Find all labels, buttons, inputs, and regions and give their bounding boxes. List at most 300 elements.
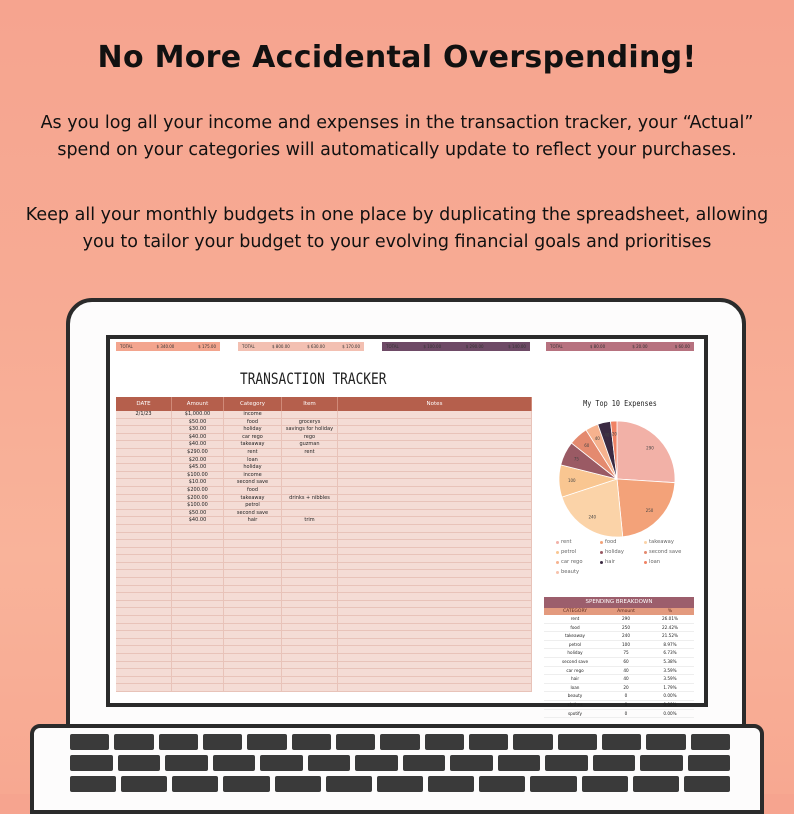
table-cell[interactable] — [282, 510, 338, 517]
empty-row[interactable] — [116, 654, 532, 662]
pie-data-label: 290 — [646, 445, 654, 451]
keyboard-key — [114, 734, 153, 750]
table-cell[interactable] — [116, 608, 172, 615]
table-cell[interactable] — [116, 472, 172, 479]
breakdown-header-percent[interactable]: % — [667, 609, 673, 614]
empty-row[interactable] — [116, 563, 532, 571]
table-row[interactable] — [116, 419, 532, 427]
table-row[interactable] — [116, 457, 532, 465]
table-cell[interactable] — [338, 563, 532, 570]
table-cell[interactable] — [282, 677, 338, 684]
budget-paragraph: Keep all your monthly budgets in one place by duplicating the spreadsheet, allowing you to tailor your budget to your evolving financial goals and prioritises — [25, 205, 769, 252]
keyboard-key — [70, 755, 113, 771]
table-cell[interactable] — [282, 608, 338, 615]
table-cell[interactable]: petrol — [224, 502, 282, 509]
table-cell[interactable] — [116, 677, 172, 684]
table-cell[interactable] — [116, 487, 172, 494]
table-cell[interactable] — [282, 570, 338, 577]
table-cell[interactable] — [172, 646, 224, 653]
keyboard-key — [646, 734, 685, 750]
table-cell[interactable] — [224, 525, 282, 532]
expense-pie-chart — [555, 417, 679, 541]
table-row[interactable] — [116, 510, 532, 518]
keyboard-key — [479, 776, 525, 792]
table-row[interactable] — [116, 426, 532, 434]
table-cell[interactable] — [338, 426, 532, 433]
table-cell[interactable] — [224, 616, 282, 623]
table-cell[interactable]: holiday — [224, 426, 282, 433]
legend-swatch — [644, 561, 647, 564]
legend-item[interactable] — [644, 539, 688, 545]
legend-item[interactable] — [600, 539, 644, 545]
keyboard-key — [498, 755, 541, 771]
table-cell[interactable] — [224, 586, 282, 593]
table-cell[interactable] — [338, 487, 532, 494]
table-cell[interactable]: second save — [224, 479, 282, 486]
table-cell[interactable] — [224, 646, 282, 653]
breakdown-cell: 0.00% — [663, 701, 677, 707]
breakdown-header-amount[interactable]: Amount — [617, 609, 635, 614]
table-cell[interactable]: rent — [224, 449, 282, 456]
breakdown-row[interactable] — [544, 692, 694, 701]
empty-row[interactable] — [116, 639, 532, 647]
table-cell[interactable] — [282, 411, 338, 418]
empty-row[interactable] — [116, 540, 532, 548]
table-cell[interactable] — [282, 548, 338, 555]
table-cell[interactable] — [116, 555, 172, 562]
breakdown-cell: beauty — [567, 693, 583, 699]
pie-slice-rent[interactable] — [617, 421, 675, 483]
legend-label: rent — [561, 539, 572, 545]
table-cell[interactable] — [116, 570, 172, 577]
table-cell[interactable] — [116, 639, 172, 646]
legend-item[interactable] — [644, 549, 688, 555]
header-category[interactable]: Category — [224, 397, 282, 411]
table-cell[interactable]: $290.00 — [172, 449, 224, 456]
total-value: TOTAL — [386, 344, 399, 349]
table-cell[interactable] — [338, 419, 532, 426]
table-cell[interactable] — [224, 570, 282, 577]
table-cell[interactable] — [116, 426, 172, 433]
breakdown-row[interactable] — [544, 684, 694, 693]
table-cell[interactable] — [172, 563, 224, 570]
table-cell[interactable] — [282, 601, 338, 608]
table-cell[interactable] — [224, 624, 282, 631]
table-cell[interactable]: income — [224, 472, 282, 479]
table-cell[interactable] — [172, 578, 224, 585]
table-cell[interactable] — [116, 669, 172, 676]
legend-item[interactable] — [556, 569, 600, 575]
table-cell[interactable] — [224, 662, 282, 669]
table-cell[interactable] — [116, 684, 172, 691]
table-cell[interactable] — [172, 684, 224, 691]
table-cell[interactable] — [172, 525, 224, 532]
breakdown-cell: spotify — [567, 710, 583, 716]
table-cell[interactable] — [282, 684, 338, 691]
breakdown-cell: 0 — [624, 693, 628, 699]
table-cell[interactable] — [338, 533, 532, 540]
table-cell[interactable] — [116, 517, 172, 524]
breakdown-cell: 0.00% — [663, 710, 677, 716]
breakdown-cell: 3.59% — [663, 667, 677, 673]
table-cell[interactable] — [172, 540, 224, 547]
table-cell[interactable] — [282, 593, 338, 600]
table-cell[interactable] — [282, 669, 338, 676]
table-cell[interactable]: guzman — [282, 441, 338, 448]
table-cell[interactable] — [338, 548, 532, 555]
table-row[interactable] — [116, 502, 532, 510]
table-cell[interactable]: $40.00 — [172, 517, 224, 524]
table-cell[interactable]: $45.00 — [172, 464, 224, 471]
header-amount[interactable]: Amount — [172, 397, 224, 411]
table-cell[interactable] — [172, 593, 224, 600]
breakdown-row[interactable] — [544, 667, 694, 676]
table-cell[interactable] — [224, 654, 282, 661]
total-value: $ 100.00 — [423, 344, 442, 349]
table-cell[interactable] — [172, 608, 224, 615]
breakdown-row[interactable] — [544, 710, 694, 719]
table-cell[interactable] — [172, 586, 224, 593]
table-cell[interactable] — [116, 624, 172, 631]
table-cell[interactable] — [338, 593, 532, 600]
table-cell[interactable]: 2/1/23 — [116, 411, 172, 418]
table-cell[interactable] — [282, 631, 338, 638]
breakdown-header-category[interactable]: CATEGORY — [562, 609, 588, 614]
table-cell[interactable]: $10.00 — [172, 479, 224, 486]
table-cell[interactable] — [338, 525, 532, 532]
table-cell[interactable] — [224, 669, 282, 676]
breakdown-row[interactable] — [544, 658, 694, 667]
table-cell[interactable] — [338, 472, 532, 479]
keyboard-row — [70, 755, 730, 771]
table-cell[interactable]: holiday — [224, 464, 282, 471]
empty-row[interactable] — [116, 662, 532, 670]
legend-item[interactable] — [600, 559, 644, 565]
breakdown-cell: 40 — [623, 676, 629, 682]
empty-row[interactable] — [116, 669, 532, 677]
table-cell[interactable] — [282, 502, 338, 509]
table-cell[interactable]: $50.00 — [172, 419, 224, 426]
table-cell[interactable] — [338, 662, 532, 669]
table-cell[interactable] — [282, 464, 338, 471]
breakdown-row[interactable] — [544, 632, 694, 641]
empty-row[interactable] — [116, 616, 532, 624]
total-value: $ 630.00 — [307, 344, 325, 349]
table-cell[interactable] — [172, 624, 224, 631]
table-cell[interactable] — [338, 502, 532, 509]
table-cell[interactable] — [116, 563, 172, 570]
table-cell[interactable] — [116, 495, 172, 502]
table-cell[interactable]: car rego — [224, 434, 282, 441]
breakdown-title: SPENDING BREAKDOWN — [544, 597, 694, 608]
breakdown-cell: 100 — [622, 641, 630, 647]
breakdown-cell: 40 — [623, 667, 629, 673]
table-cell[interactable] — [172, 654, 224, 661]
empty-row[interactable] — [116, 555, 532, 563]
total-cell — [116, 342, 220, 351]
breakdown-row[interactable] — [544, 701, 694, 710]
table-cell[interactable] — [338, 495, 532, 502]
table-cell[interactable]: income — [224, 411, 282, 418]
table-cell[interactable] — [338, 411, 532, 418]
legend-item[interactable] — [600, 549, 644, 555]
table-cell[interactable] — [116, 662, 172, 669]
table-cell[interactable] — [224, 548, 282, 555]
table-cell[interactable] — [282, 457, 338, 464]
table-cell[interactable]: food — [224, 419, 282, 426]
empty-row[interactable] — [116, 601, 532, 609]
table-cell[interactable] — [116, 441, 172, 448]
table-cell[interactable] — [338, 434, 532, 441]
empty-row[interactable] — [116, 608, 532, 616]
table-cell[interactable] — [338, 669, 532, 676]
table-row[interactable] — [116, 517, 532, 525]
table-cell[interactable] — [338, 479, 532, 486]
table-cell[interactable] — [338, 616, 532, 623]
table-cell[interactable] — [282, 540, 338, 547]
table-cell[interactable]: food — [224, 487, 282, 494]
empty-row[interactable] — [116, 525, 532, 533]
table-cell[interactable] — [224, 631, 282, 638]
table-cell[interactable] — [224, 608, 282, 615]
keyboard-key — [450, 755, 493, 771]
table-cell[interactable] — [116, 449, 172, 456]
table-row[interactable] — [116, 479, 532, 487]
table-row[interactable] — [116, 449, 532, 457]
table-cell[interactable] — [338, 631, 532, 638]
table-cell[interactable] — [338, 601, 532, 608]
table-cell[interactable]: hair — [224, 517, 282, 524]
table-cell[interactable] — [338, 654, 532, 661]
table-cell[interactable]: takeaway — [224, 441, 282, 448]
table-row[interactable] — [116, 411, 532, 419]
table-cell[interactable] — [116, 464, 172, 471]
table-cell[interactable]: drinks + nibbles — [282, 495, 338, 502]
keyboard-key — [380, 734, 419, 750]
table-cell[interactable]: grocerys — [282, 419, 338, 426]
keyboard-key — [121, 776, 167, 792]
table-cell[interactable] — [172, 669, 224, 676]
table-row[interactable] — [116, 464, 532, 472]
table-row[interactable] — [116, 472, 532, 480]
table-row[interactable] — [116, 487, 532, 495]
header-item[interactable]: Item — [282, 397, 338, 411]
empty-row[interactable] — [116, 677, 532, 685]
breakdown-row[interactable] — [544, 615, 694, 624]
table-cell[interactable]: $100.00 — [172, 472, 224, 479]
table-cell[interactable] — [282, 525, 338, 532]
table-cell[interactable] — [116, 525, 172, 532]
pie-data-label: 250 — [645, 507, 654, 513]
legend-label: loan — [649, 559, 661, 565]
table-cell[interactable] — [338, 677, 532, 684]
table-cell[interactable]: $20.00 — [172, 457, 224, 464]
table-cell[interactable] — [282, 578, 338, 585]
table-row[interactable] — [116, 434, 532, 442]
empty-row[interactable] — [116, 624, 532, 632]
table-cell[interactable] — [116, 510, 172, 517]
table-cell[interactable] — [116, 631, 172, 638]
table-cell[interactable]: $1,000.00 — [172, 411, 224, 418]
table-cell[interactable]: $200.00 — [172, 487, 224, 494]
table-cell[interactable] — [172, 616, 224, 623]
table-row[interactable] — [116, 495, 532, 503]
legend-item[interactable] — [556, 549, 600, 555]
pie-data-label: 100 — [567, 478, 576, 484]
table-cell[interactable] — [172, 631, 224, 638]
table-cell[interactable] — [338, 578, 532, 585]
table-cell[interactable] — [282, 472, 338, 479]
table-cell[interactable] — [116, 578, 172, 585]
table-cell[interactable] — [172, 570, 224, 577]
table-cell[interactable]: trim — [282, 517, 338, 524]
empty-row[interactable] — [116, 570, 532, 578]
table-cell[interactable] — [116, 646, 172, 653]
table-cell[interactable]: second save — [224, 510, 282, 517]
table-cell[interactable] — [224, 563, 282, 570]
table-cell[interactable] — [172, 555, 224, 562]
breakdown-row[interactable] — [544, 675, 694, 684]
table-cell[interactable] — [116, 533, 172, 540]
table-cell[interactable] — [116, 502, 172, 509]
keyboard-key — [247, 734, 286, 750]
empty-row[interactable] — [116, 684, 532, 692]
breakdown-cell: 0.00% — [663, 693, 677, 699]
breakdown-cell: food — [570, 624, 580, 630]
table-cell[interactable] — [282, 487, 338, 494]
legend-item[interactable] — [556, 559, 600, 565]
table-header — [116, 397, 532, 411]
table-cell[interactable]: $200.00 — [172, 495, 224, 502]
header-notes[interactable]: Notes — [338, 397, 532, 411]
table-cell[interactable]: takeaway — [224, 495, 282, 502]
table-cell[interactable] — [224, 540, 282, 547]
table-cell[interactable] — [116, 586, 172, 593]
table-cell[interactable] — [116, 457, 172, 464]
table-cell[interactable]: $40.00 — [172, 434, 224, 441]
empty-row[interactable] — [116, 548, 532, 556]
table-cell[interactable] — [338, 639, 532, 646]
table-cell[interactable] — [224, 593, 282, 600]
table-cell[interactable] — [172, 548, 224, 555]
empty-row[interactable] — [116, 593, 532, 601]
table-cell[interactable]: savings for holiday — [282, 426, 338, 433]
table-cell[interactable] — [224, 601, 282, 608]
table-cell[interactable] — [338, 540, 532, 547]
table-cell[interactable] — [282, 624, 338, 631]
table-cell[interactable] — [116, 654, 172, 661]
legend-item[interactable] — [644, 559, 688, 565]
empty-row[interactable] — [116, 586, 532, 594]
table-cell[interactable] — [282, 639, 338, 646]
table-cell[interactable] — [282, 646, 338, 653]
table-cell[interactable] — [116, 434, 172, 441]
header-date[interactable]: DATE — [116, 397, 172, 411]
table-cell[interactable] — [172, 677, 224, 684]
table-cell[interactable] — [338, 441, 532, 448]
table-cell[interactable] — [172, 639, 224, 646]
pie-data-label: 20 — [611, 431, 617, 437]
table-cell[interactable] — [116, 616, 172, 623]
table-cell[interactable] — [172, 601, 224, 608]
table-cell[interactable]: rego — [282, 434, 338, 441]
table-cell[interactable] — [116, 419, 172, 426]
empty-row[interactable] — [116, 578, 532, 586]
table-cell[interactable] — [116, 548, 172, 555]
table-cell[interactable] — [282, 479, 338, 486]
table-cell[interactable] — [282, 563, 338, 570]
legend-item[interactable] — [556, 539, 600, 545]
table-cell[interactable] — [116, 593, 172, 600]
table-cell[interactable] — [338, 684, 532, 691]
table-cell[interactable]: loan — [224, 457, 282, 464]
table-cell[interactable]: $50.00 — [172, 510, 224, 517]
table-cell[interactable] — [282, 616, 338, 623]
table-cell[interactable] — [172, 533, 224, 540]
intro-paragraph: As you log all your income and expenses in the transaction tracker, your “Actual” spend on your categories will automatically update to reflect your purchases. — [40, 113, 754, 160]
table-cell[interactable] — [338, 586, 532, 593]
table-cell[interactable] — [338, 646, 532, 653]
keyboard-key — [223, 776, 269, 792]
keyboard-key — [582, 776, 628, 792]
breakdown-row[interactable] — [544, 641, 694, 650]
table-cell[interactable]: $100.00 — [172, 502, 224, 509]
table-cell[interactable] — [282, 654, 338, 661]
table-cell[interactable] — [338, 464, 532, 471]
table-cell[interactable]: rent — [282, 449, 338, 456]
table-cell[interactable] — [282, 662, 338, 669]
empty-row[interactable] — [116, 646, 532, 654]
keyboard-key — [260, 755, 303, 771]
breakdown-cell: takeaway — [564, 633, 586, 639]
table-cell[interactable] — [338, 624, 532, 631]
table-cell[interactable] — [224, 533, 282, 540]
spending-breakdown-table — [544, 597, 694, 718]
table-cell[interactable] — [338, 510, 532, 517]
table-cell[interactable] — [338, 517, 532, 524]
table-cell[interactable] — [116, 479, 172, 486]
table-cell[interactable] — [224, 684, 282, 691]
table-cell[interactable] — [116, 540, 172, 547]
table-cell[interactable] — [338, 555, 532, 562]
table-cell[interactable] — [338, 570, 532, 577]
table-cell[interactable] — [224, 578, 282, 585]
empty-row[interactable] — [116, 533, 532, 541]
table-cell[interactable] — [224, 677, 282, 684]
empty-row[interactable] — [116, 631, 532, 639]
breakdown-cell: 22.42% — [662, 624, 678, 630]
table-cell[interactable]: $30.00 — [172, 426, 224, 433]
table-cell[interactable] — [338, 608, 532, 615]
legend-label: hair — [605, 559, 616, 565]
breakdown-row[interactable] — [544, 624, 694, 633]
table-cell[interactable] — [116, 601, 172, 608]
breakdown-cell: 21.52% — [662, 633, 678, 639]
table-cell[interactable] — [172, 662, 224, 669]
table-cell[interactable] — [224, 639, 282, 646]
table-cell[interactable] — [282, 533, 338, 540]
breakdown-cell: 8.97% — [663, 641, 677, 647]
table-cell[interactable] — [224, 555, 282, 562]
table-cell[interactable] — [338, 457, 532, 464]
table-cell[interactable] — [282, 555, 338, 562]
table-row[interactable] — [116, 441, 532, 449]
table-cell[interactable]: $40.00 — [172, 441, 224, 448]
table-cell[interactable] — [338, 449, 532, 456]
breakdown-row[interactable] — [544, 649, 694, 658]
keyboard-key — [513, 734, 552, 750]
table-cell[interactable] — [282, 586, 338, 593]
